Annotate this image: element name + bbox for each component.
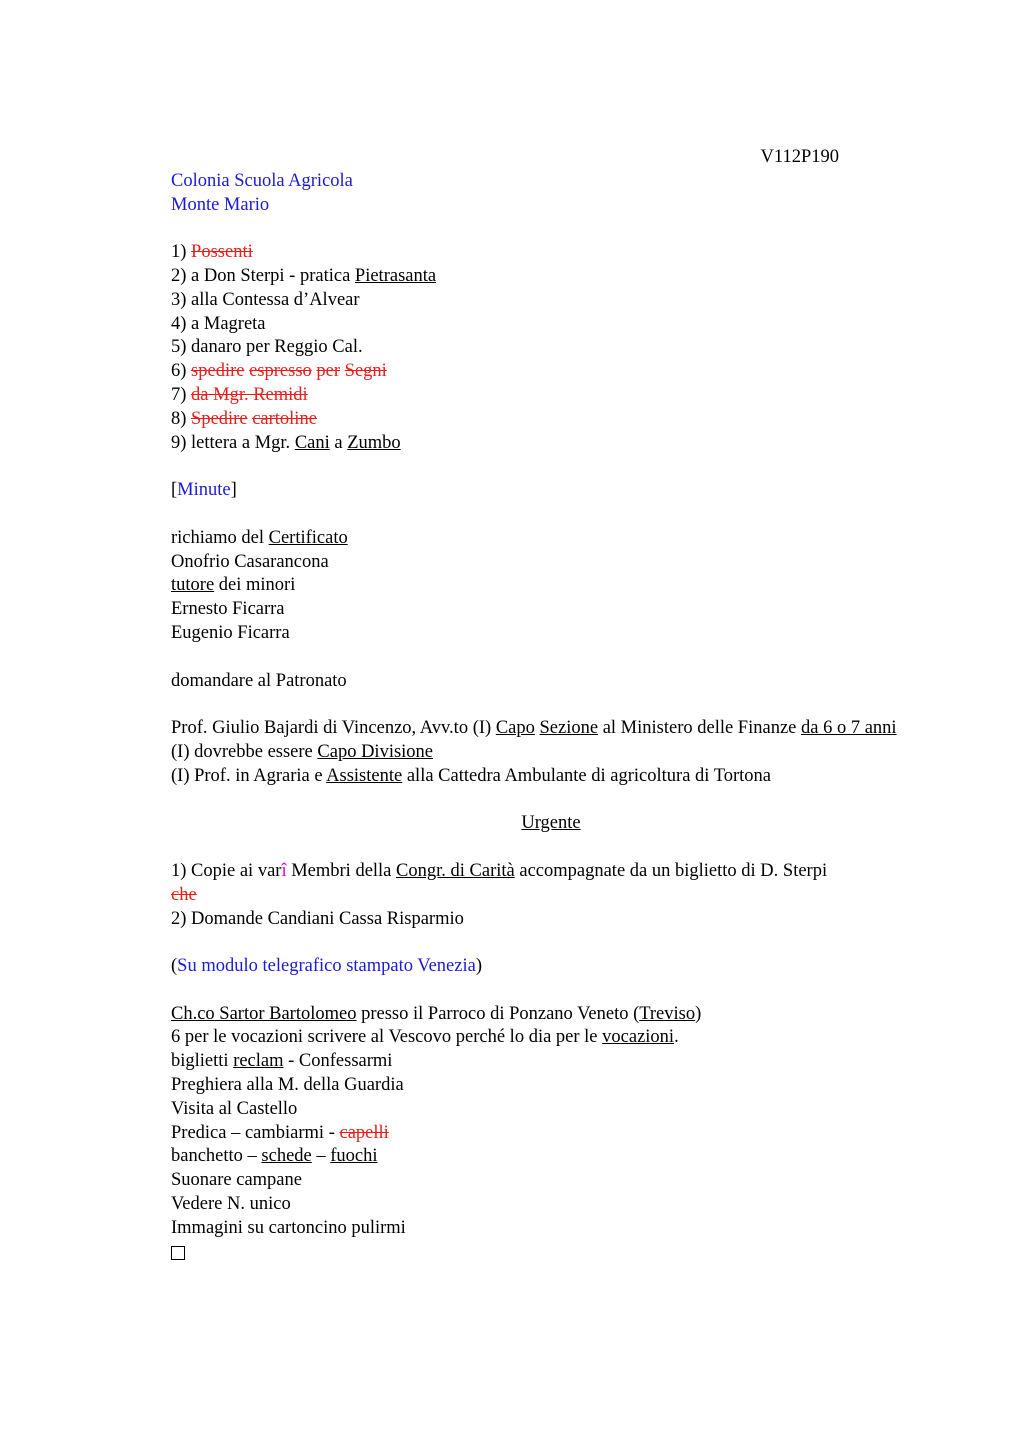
urgent-item: 2) Domande Candiani Cassa Risparmio — [171, 908, 464, 929]
document-id: V112P190 — [760, 147, 839, 167]
list-item: 8) Spedire cartoline — [171, 408, 317, 429]
telegraph-note: (Su modulo telegrafico stampato Venezia) — [171, 956, 482, 977]
final-line: Suonare campane — [171, 1170, 302, 1191]
list-item: 9) lettera a Mgr. Cani a Zumbo — [171, 432, 401, 453]
final-line: Preghiera alla M. della Guardia — [171, 1075, 404, 1096]
prof-line: (I) Prof. in Agraria e Assistente alla Cattedra Ambulante di agricoltura di Tortona — [171, 765, 771, 786]
certificate-line: Onofrio Casarancona — [171, 551, 329, 572]
list-item: 2) a Don Sterpi - pratica Pietrasanta — [171, 265, 437, 286]
list-item: 7) da Mgr. Remidi — [171, 384, 308, 405]
final-line: 6 per le vocazioni scrivere al Vescovo perché lo dia per le vocazioni. — [171, 1027, 679, 1048]
list-item: 6) spedire espresso per Segni — [171, 361, 387, 382]
final-line: Predica – cambiarmi - capelli — [171, 1122, 389, 1143]
urgent-item: 1) Copie ai varî Membri della Congr. di Carità accompagnate da un biglietto di D. Sterpi — [171, 860, 828, 881]
list-item: 5) danaro per Reggio Cal. — [171, 337, 363, 358]
certificate-line: tutore dei minori — [171, 575, 296, 596]
list-item: 4) a Magreta — [171, 313, 266, 334]
certificate-line: richiamo del Certificato — [171, 527, 348, 548]
final-line: Ch.co Sartor Bartolomeo presso il Parroco di Ponzano Veneto (Treviso) — [171, 1003, 702, 1024]
list-item: 3) alla Contessa d’Alvear — [171, 289, 360, 310]
prof-paragraph: Prof. Giulio Bajardi di Vincenzo, Avv.to (I) Capo Sezione al Ministero delle Finanze da 6 o 7 anni — [171, 718, 897, 739]
patronato-line: domandare al Patronato — [171, 670, 347, 691]
urgent-heading: Urgente — [521, 813, 581, 834]
final-line: biglietti reclam - Confessarmi — [171, 1051, 393, 1072]
header-line-2: Monte Mario — [171, 194, 270, 215]
certificate-line: Ernesto Ficarra — [171, 599, 285, 620]
underlined-text: Pietrasanta — [354, 265, 437, 286]
struck-text: da Mgr. Remidi — [191, 384, 308, 405]
final-line: Visita al Castello — [171, 1098, 298, 1119]
final-line: banchetto – schede – fuochi — [171, 1146, 378, 1167]
header-line-1: Colonia Scuola Agricola — [171, 170, 353, 191]
final-line: Immagini su cartoncino pulirmi — [171, 1217, 406, 1238]
urgent-item-struck: che — [171, 884, 197, 905]
struck-text: Possenti — [191, 242, 253, 263]
certificate-line: Eugenio Ficarra — [171, 622, 290, 643]
checkbox-square-icon — [171, 1241, 931, 1265]
final-line: Vedere N. unico — [171, 1194, 291, 1215]
list-item: 1) Possenti — [171, 242, 253, 263]
prof-line: (I) dovrebbe essere Capo Divisione — [171, 741, 434, 762]
document-body — [171, 146, 931, 1264]
minute-label: [Minute] — [171, 480, 237, 501]
